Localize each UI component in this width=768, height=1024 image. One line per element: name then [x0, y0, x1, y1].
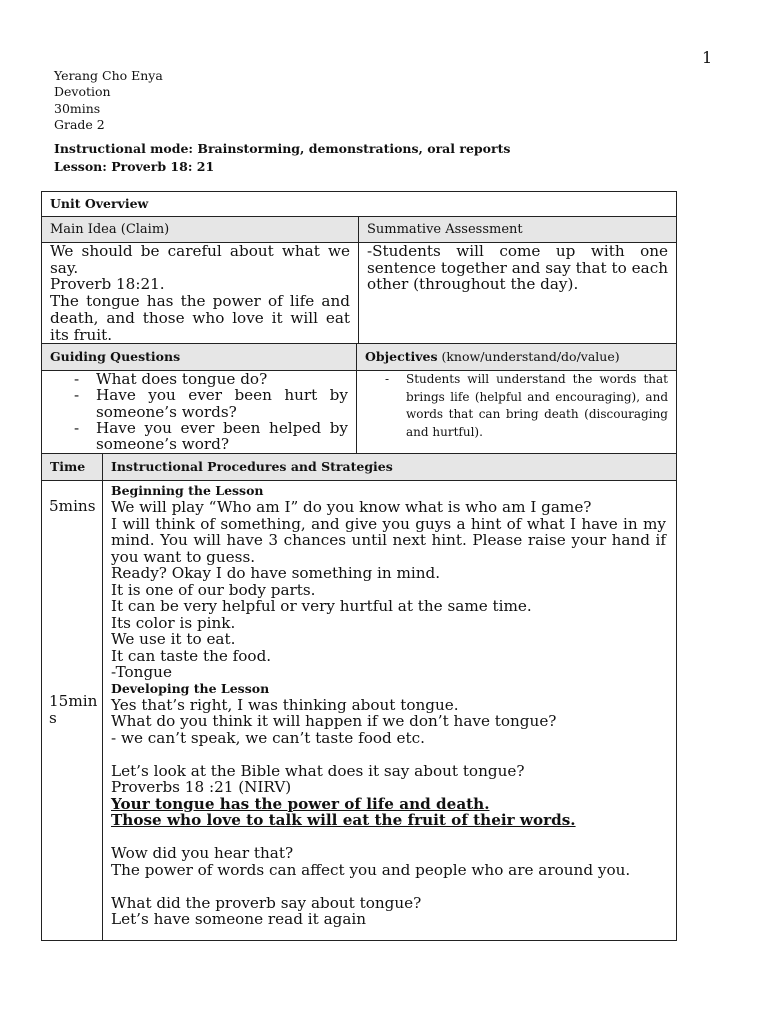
unit-overview-table: [41, 191, 677, 344]
bible-verse-line: Those who love to talk will eat the fruit of their words.: [111, 811, 576, 829]
summative-text: -Students will come up with one sentence together and say that to each other (throughout the day).: [367, 242, 668, 294]
procedure-line: Its color is pink.: [111, 613, 236, 632]
procedure-line: We use it to eat.: [111, 630, 236, 648]
main-idea-line: We should be careful about what we say.: [50, 242, 350, 277]
objectives-header-bold: Objectives: [365, 349, 438, 364]
procedure-line: It is one of our body parts.: [111, 580, 316, 599]
subject: Devotion: [54, 84, 111, 100]
teacher-name: Yerang Cho Enya: [54, 68, 163, 83]
main-idea-line: The tongue has the power of life and death, and those who love it will eat its fruit.: [50, 292, 350, 344]
time-beginning: 5mins: [49, 497, 96, 515]
questions-list: [42, 371, 356, 452]
procedure-line: What did the proverb say about tongue?: [111, 893, 422, 912]
list-item: - Students will understand the words that brings life (helpful and encouraging), and words that can bring death (discouraging and hurtful).: [357, 371, 676, 441]
procedure-line: The power of words can affect you and people who are around you.: [111, 860, 631, 879]
list-item: - Have you ever been helped by someone’s word?: [50, 420, 356, 453]
time-cell: [42, 481, 103, 941]
list-item: - What does tongue do?: [50, 371, 356, 387]
objectives-cell: [357, 371, 677, 454]
time-developing: [49, 693, 97, 726]
procedure-line: Ready? Okay I do have something in mind.: [111, 564, 441, 582]
procedure-line: Yes that’s right, I was thinking about tongue.: [111, 695, 459, 714]
objectives-list: [357, 371, 676, 441]
guiding-table: [41, 343, 677, 454]
summative-header: Summative Assessment: [359, 217, 677, 243]
procedures-header: Instructional Procedures and Strategies: [103, 454, 677, 481]
guiding-header: [42, 344, 357, 371]
procedure-line: Proverbs 18 :21 (NIRV): [111, 778, 292, 796]
main-idea-cell: [42, 243, 359, 344]
procedure-line: It can be very helpful or very hurtful at the same time.: [111, 597, 532, 615]
page-number: 1: [702, 48, 713, 67]
lesson-title: Lesson: Proverb 18: 21: [54, 159, 215, 174]
guiding-header-label: Guiding Questions: [50, 349, 181, 364]
procedure-line: Let’s look at the Bible what does it say about tongue?: [111, 761, 525, 780]
summative-cell: [359, 243, 677, 344]
procedure-line: Let’s have someone read it again: [111, 910, 367, 928]
instructional-mode: Instructional mode: Brainstorming, demonstrations, oral reports: [54, 141, 511, 156]
bible-verse-line: Your tongue has the power of life and death.: [111, 794, 490, 813]
lesson-header: [54, 68, 163, 133]
main-idea-line: Proverb 18:21.: [50, 275, 165, 294]
time-header: Time: [42, 454, 103, 481]
developing-title: Developing the Lesson: [111, 680, 270, 696]
time-developing-a: 15min: [49, 692, 98, 710]
grade: Grade 2: [54, 116, 105, 132]
procedure-line: We will play “Who am I” do you know what is who am I game?: [111, 498, 592, 516]
questions-cell: [42, 371, 357, 454]
objectives-header-rest: (know/understand/do/value): [437, 349, 620, 364]
duration: 30mins: [54, 100, 101, 116]
procedure-line: What do you think it will happen if we don’t have tongue?: [111, 712, 557, 730]
objectives-header: [357, 344, 677, 371]
time-developing-b: s: [49, 708, 57, 727]
procedure-line: It can taste the food.: [111, 646, 272, 665]
list-item: - Have you ever been hurt by someone’s words?: [50, 387, 356, 420]
procedure-line: Wow did you hear that?: [111, 844, 294, 862]
procedures-table: [41, 453, 677, 941]
beginning-title: Beginning the Lesson: [111, 483, 264, 498]
procedure-line: - we can’t speak, we can’t taste food etc.: [111, 728, 425, 747]
main-idea-header: Main Idea (Claim): [42, 217, 359, 243]
unit-overview-title: Unit Overview: [42, 192, 677, 217]
lesson-meta: [54, 140, 510, 176]
procedure-line: I will think of something, and give you guys a hint of what I have in my mind. You will have 3 chances until next hint. Please raise your hand if you want to guess.: [111, 514, 666, 566]
procedure-line: -Tongue: [111, 663, 172, 681]
procedures-cell: [103, 481, 677, 941]
